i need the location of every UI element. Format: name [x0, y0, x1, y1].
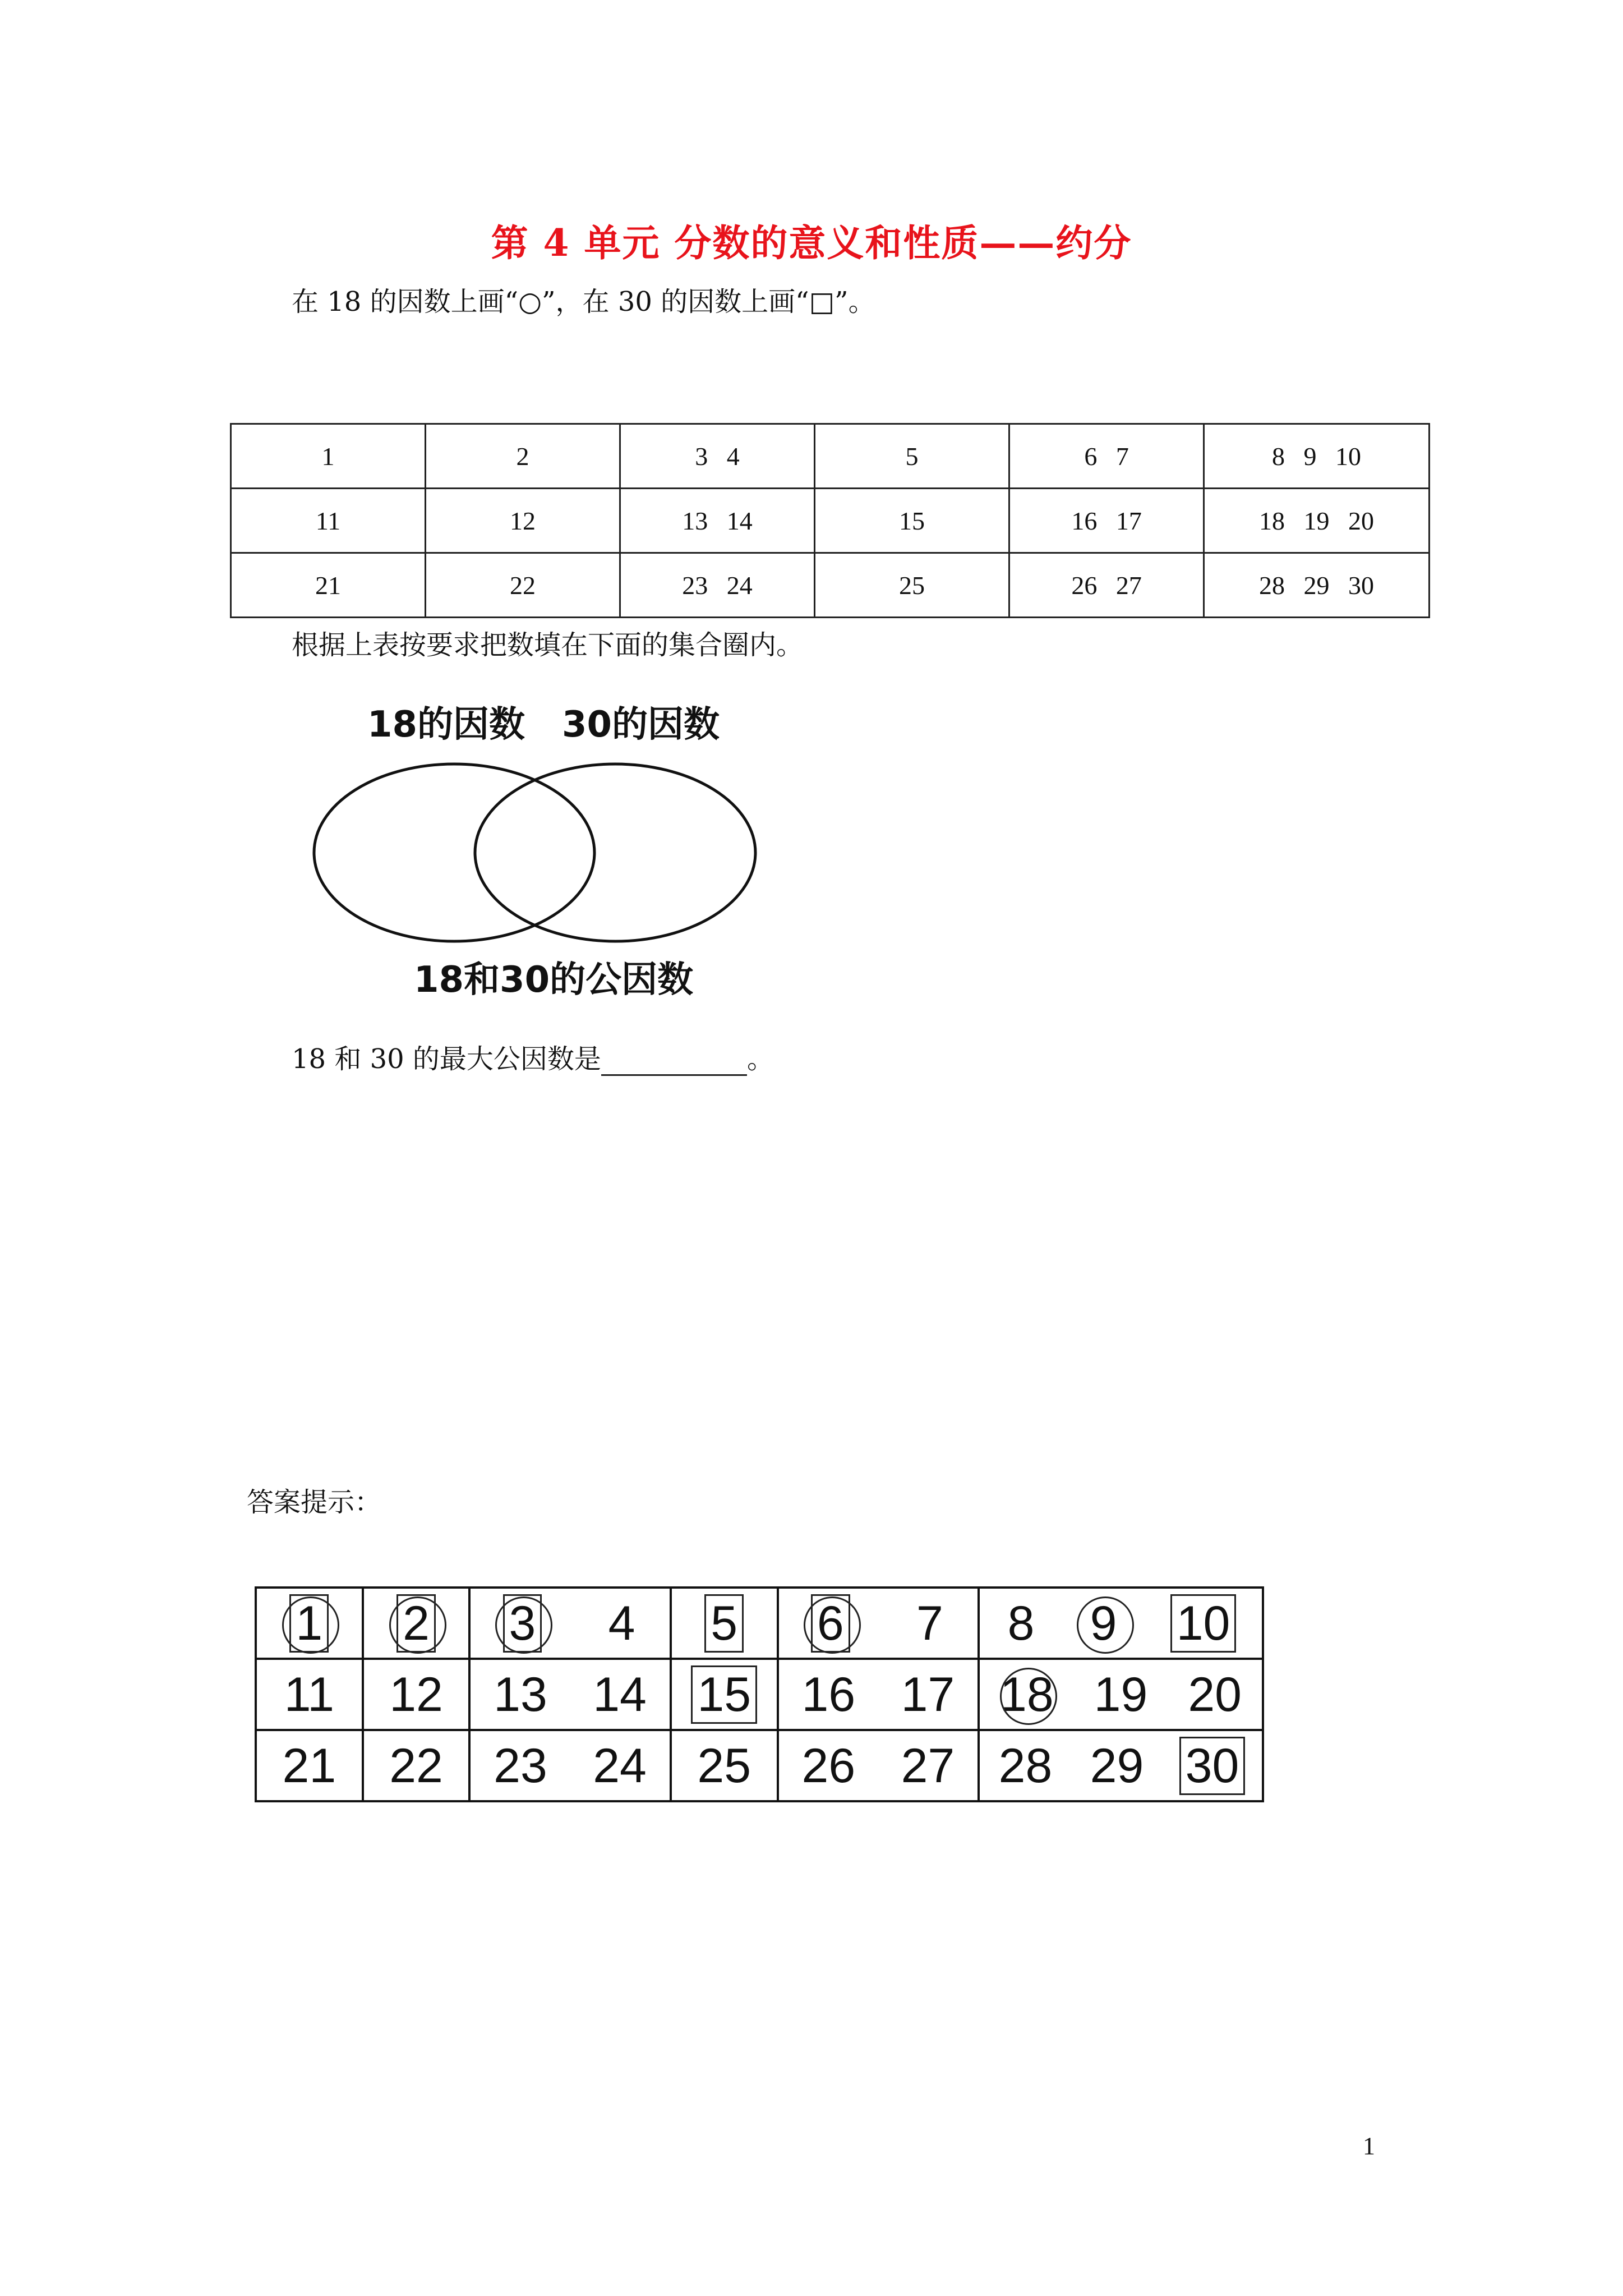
answer-table-row	[256, 1659, 1263, 1730]
venn-label-bottom: 18和30的公因数	[414, 959, 694, 1001]
venn-diagram	[308, 760, 774, 945]
question-table-cell: 12	[426, 489, 620, 553]
question-table-cell: 28 29 30	[1204, 553, 1430, 618]
answer-table-cell	[363, 1659, 470, 1730]
question-table-cell: 16 17	[1009, 489, 1204, 553]
plain-number: 4	[608, 1596, 635, 1650]
circled-number: 18	[998, 1671, 1056, 1719]
question-3-end: 。	[746, 1043, 774, 1075]
answer-table-cell	[671, 1730, 778, 1801]
answer-table-cell	[256, 1659, 363, 1730]
answer-table-row	[256, 1588, 1263, 1659]
page-number: 1	[1363, 2132, 1375, 2160]
answer-table-cell	[256, 1588, 363, 1659]
question-table-cell: 2	[426, 424, 620, 489]
circled-boxed-number: 2	[396, 1594, 436, 1653]
answer-table-cell	[979, 1659, 1263, 1730]
plain-number: 22	[389, 1738, 443, 1793]
answer-table-cell	[979, 1588, 1263, 1659]
answer-table-cell	[671, 1588, 778, 1659]
question-table-cell: 18 19 20	[1204, 489, 1430, 553]
plain-number: 7	[916, 1596, 943, 1650]
venn-label-right: 30的因数	[562, 704, 720, 746]
question-table-row	[231, 489, 1430, 553]
instruction-1: 在 18 的因数上画“○”，在 30 的因数上画“□”。	[292, 286, 875, 318]
boxed-number: 30	[1179, 1737, 1246, 1795]
venn-circle-30	[475, 764, 755, 941]
plain-number: 19	[1094, 1667, 1148, 1722]
question-table-cell: 15	[815, 489, 1009, 553]
answer-table-cell	[469, 1588, 670, 1659]
plain-number: 8	[1007, 1596, 1035, 1650]
answer-table-cell	[778, 1730, 979, 1801]
plain-number: 24	[593, 1738, 647, 1793]
plain-number: 20	[1188, 1667, 1242, 1722]
plain-number: 25	[697, 1738, 751, 1793]
answer-table-cell	[363, 1588, 470, 1659]
plain-number: 27	[901, 1738, 955, 1793]
circled-number: 9	[1088, 1599, 1119, 1648]
page-title: 第 4 单元 分数的意义和性质——约分	[491, 221, 1132, 265]
question-table-cell: 26 27	[1009, 553, 1204, 618]
instruction-2: 根据上表按要求把数填在下面的集合圈内。	[292, 629, 804, 661]
boxed-number: 15	[691, 1665, 757, 1724]
venn-label-left: 18的因数	[367, 704, 525, 746]
answer-table-cell	[469, 1659, 670, 1730]
plain-number: 14	[593, 1667, 647, 1722]
circled-boxed-number: 6	[811, 1594, 850, 1653]
venn-circle-18	[314, 764, 594, 941]
answer-table-cell	[469, 1730, 670, 1801]
plain-number: 26	[801, 1738, 856, 1793]
circled-boxed-number: 3	[503, 1594, 542, 1653]
answer-blank[interactable]	[601, 1046, 747, 1076]
question-table-cell: 23 24	[620, 553, 815, 618]
question-table-cell: 25	[815, 553, 1009, 618]
boxed-number: 10	[1170, 1594, 1237, 1653]
question-table-cell: 13 14	[620, 489, 815, 553]
answer-table-row	[256, 1730, 1263, 1801]
question-number-table	[230, 423, 1430, 618]
plain-number: 17	[901, 1667, 955, 1722]
answer-table-cell	[778, 1588, 979, 1659]
circled-boxed-number: 1	[289, 1594, 329, 1653]
question-table-cell: 22	[426, 553, 620, 618]
question-3-text: 18 和 30 的最大公因数是	[292, 1043, 601, 1075]
question-table-cell: 6 7	[1009, 424, 1204, 489]
answer-number-table	[255, 1586, 1264, 1802]
question-table-cell: 5	[815, 424, 1009, 489]
question-table-cell: 21	[231, 553, 426, 618]
plain-number: 21	[282, 1738, 336, 1793]
question-table-cell: 8 9 10	[1204, 424, 1430, 489]
plain-number: 28	[998, 1738, 1053, 1793]
question-3	[292, 1042, 774, 1076]
answer-heading: 答案提示：	[247, 1487, 382, 1518]
answer-table-cell	[778, 1659, 979, 1730]
answer-table-cell	[979, 1730, 1263, 1801]
question-table-cell: 11	[231, 489, 426, 553]
question-table-row	[231, 424, 1430, 489]
question-table-row	[231, 553, 1430, 618]
boxed-number: 5	[704, 1594, 744, 1653]
question-table-cell: 1	[231, 424, 426, 489]
plain-number: 29	[1090, 1738, 1144, 1793]
answer-table-cell	[363, 1730, 470, 1801]
answer-table-cell	[671, 1659, 778, 1730]
plain-number: 23	[494, 1738, 547, 1793]
answer-table-cell	[256, 1730, 363, 1801]
plain-number: 11	[284, 1667, 334, 1722]
plain-number: 16	[801, 1667, 856, 1722]
plain-number: 13	[494, 1667, 547, 1722]
plain-number: 12	[389, 1667, 443, 1722]
question-table-cell: 3 4	[620, 424, 815, 489]
